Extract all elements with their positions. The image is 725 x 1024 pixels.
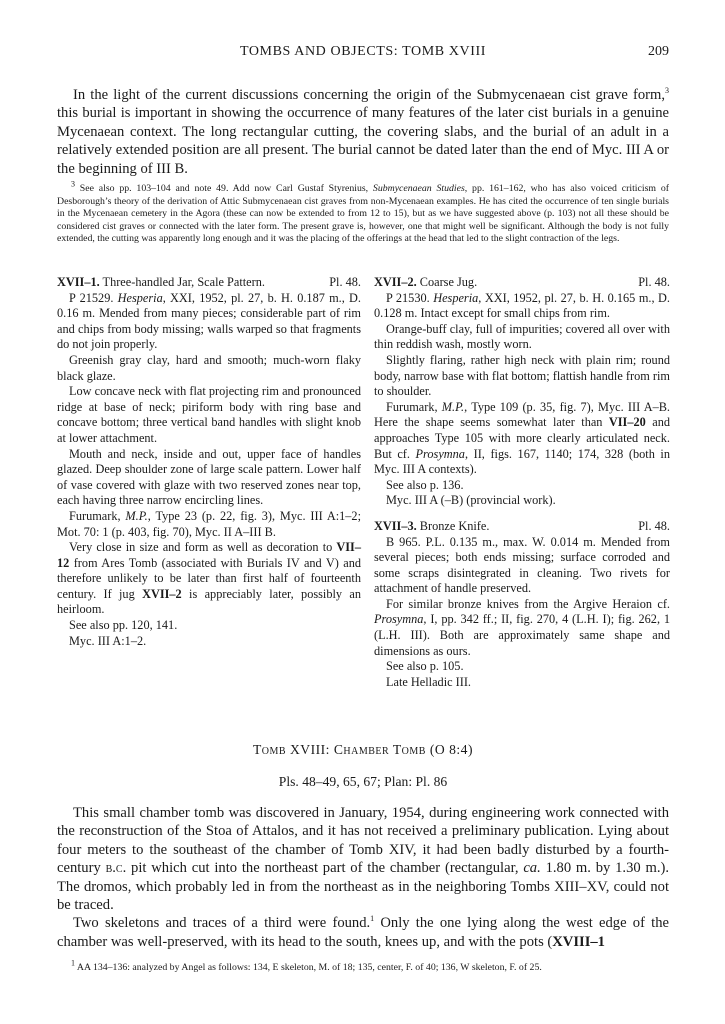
page-number: 209 <box>648 44 669 59</box>
footnote-1-text: AA 134–136: analyzed by Angel as follows: 134, E skeleton, M. of 18; 135, center, F. of 40; 136, W skeleton, F. of 25. <box>75 962 542 973</box>
entry-date: Myc. III A (–B) (provincial work). <box>386 493 556 508</box>
cross-ref-vii-12: VII–12 <box>57 540 361 570</box>
cross-ref-xvii-2: XVII–2 <box>142 586 182 601</box>
ref-details: , Type 23 (p. 22, fig. 3), Myc. III A:1–2; Mot. 70: 1 (p. 403, fig. 70), Myc. II A–III B. <box>57 508 361 539</box>
running-title: TOMBS AND OBJECTS: TOMB XVIII <box>239 44 487 59</box>
footnote-3-marker: 3 <box>71 179 75 189</box>
footnote-1-marker: 1 <box>71 958 75 968</box>
journal-title: Hesperia <box>117 290 163 305</box>
ref-details-2: and approaches Type 105 with more clearly articulated neck. But cf. <box>374 415 670 461</box>
tomb-text-a: This small chamber tomb was discovered in January, 1954, during engineering work connected with the reconstruction of the Stoa of Attalos, and it has not received a preliminary publication. Lying about four meters to the southeast of the chamber of Tomb XIV, it had been badly disturbed by a fourth-century <box>57 805 669 877</box>
entry-decoration: Mouth and neck, inside and out, upper face of handles glazed. Deep shoulder zone of large scale pattern. Lower half of vase covered with glaze with two reserved zones near top, each having three narrow encircling lines. <box>57 446 361 508</box>
era-abbrev: b.c. <box>105 860 127 877</box>
footnote-1 <box>57 958 669 974</box>
entry-see-also: See also pp. 120, 141. <box>69 618 178 633</box>
footnote-3-title: Submycenaean Studies <box>372 183 465 194</box>
catalog-number: P 21530. <box>386 290 434 305</box>
ref-details: , Type 109 (p. 35, fig. 7), Myc. III A–B. Here the shape seems somewhat later than <box>374 399 671 430</box>
ref-details-3: , II, figs. 167, 1140; 174, 328 (both in Myc. III A contexts). <box>374 446 670 477</box>
entry-title: Bronze Knife. <box>416 518 490 533</box>
intro-text-1: In the light of the current discussions concerning the origin of the Submycenaean cist grave form, <box>73 87 665 103</box>
circa-abbrev: ca. <box>523 860 541 877</box>
tomb-text-d: Two skeletons and traces of a third were found. <box>73 915 371 932</box>
intro-paragraph <box>57 86 669 178</box>
entry-id: XVII–3. <box>374 518 417 533</box>
catalog-column-left <box>57 275 361 649</box>
entry-see-also: See also p. 105. <box>386 659 464 674</box>
comparison-text-b: from Ares Tomb (associated with Burials IV and V) and therefore unlikely to be later than first half of fourteenth century. If jug <box>57 555 361 601</box>
tomb-text-e: Only the one lying along the west edge of the chamber was well-preserved, with its head to the south, knees up, and with the pots ( <box>57 915 670 950</box>
entry-xvii-1-heading <box>57 275 361 291</box>
entry-xvii-2-heading <box>374 275 670 291</box>
entry-clay: Greenish gray clay, hard and smooth; much-worn flaky black glaze. <box>57 352 361 383</box>
ref-title-prosymna: Prosymna <box>374 612 424 627</box>
entry-shape: Low concave neck with flat projecting rim and pronounced ridge at base of neck; piriform body with ring base and concave bottom; three vertical band handles with slight knob at lower attachment. <box>57 384 361 445</box>
footnote-3-text-b: , pp. 161–162, who has also voiced criticism of Desborough’s theory of the derivation of Attic Submycenaean cist graves from non-Mycenaean examples. He has cited the occurrence of ten single burials in the Mycenaean cemetery in the Agora (these can now be extended to from 12 to 15), but as we have suggested above (p. 103) not all these should be considered cist graves or connected with the later form. The present grave is, however, one that might well be significant. Although the body is not fully extended, the cutting was apparently long enough and it was the placing of the offerings at the head that led to the slight contraction of the legs. <box>57 183 669 245</box>
ref-title: M.P. <box>441 399 465 414</box>
similar-text-b: , I, pp. 342 ff.; II, fig. 270, 4 (L.H. I); fig. 262, 1 (L.H. III). Both are approximately same shape and dimensions as ours. <box>374 612 670 658</box>
tomb-text-c: 1.80 m. by 1.30 m.). The dromos, which probably led in from the northeast as in the neighboring Tombs XIII–XV, could not be traced. <box>57 860 669 914</box>
footnote-ref-3[interactable]: 3 <box>665 86 669 96</box>
entry-title: Coarse Jug. <box>416 275 478 289</box>
entry-catalog <box>57 291 361 353</box>
ref-author: Furumark, <box>69 508 126 523</box>
intro-text-2: this burial is important in showing the occurrence of many features of the later cist burials in a genuine Mycenaean context. The long rectangular cutting, the covering slabs, and the burial of an adult in a relatively extended position are all present. The burial cannot be dated later than the end of Myc. III A or the beginning of III B. <box>57 105 669 177</box>
section-plates: Pls. 48–49, 65, 67; Plan: Pl. 86 <box>278 774 448 789</box>
tomb-description <box>57 804 669 951</box>
entry-id: XVII–1. <box>57 275 100 289</box>
comparison-text-c: is appreciably later, possibly an heirloom. <box>57 586 361 617</box>
plate-ref: Pl. 48. <box>329 275 361 289</box>
entry-title: Three-handled Jar, Scale Pattern. <box>99 275 265 289</box>
entry-furumark <box>57 509 361 540</box>
entry-id: XVII–2. <box>374 275 417 289</box>
entry-comparison <box>57 540 361 618</box>
comparison-text-a: Very close in size and form as well as decoration to <box>69 540 337 555</box>
entry-date: Late Helladic III. <box>386 674 472 689</box>
entry-similar <box>374 597 670 659</box>
plate-ref: Pl. 48. <box>638 275 670 289</box>
tomb-paragraph-1 <box>57 804 669 914</box>
cross-ref-vii-20: VII–20 <box>608 415 646 430</box>
entry-catalog: B 965. P.L. 0.135 m., max. W. 0.014 m. Mended from several pieces; both ends missing; surface corroded and some scraps disintegrated in cleaning. Two rivets for attachment of handle preserved. <box>374 534 670 596</box>
journal-title: Hesperia <box>433 290 479 305</box>
tomb-text-b: pit which cut into the northeast part of the chamber (rectangular, <box>126 860 524 877</box>
entry-furumark <box>374 400 670 478</box>
entry-date: Myc. III A:1–2. <box>69 633 147 648</box>
entry-clay: Orange-buff clay, full of impurities; covered all over with thin reddish wash, mostly worn. <box>374 321 670 352</box>
running-header <box>57 44 669 64</box>
entry-see-also: See also p. 136. <box>386 477 464 492</box>
section-heading: Tomb XVIII: Chamber Tomb (O 8:4) <box>252 742 473 757</box>
ref-author: Furumark, <box>386 399 442 414</box>
ref-title: M.P. <box>125 508 148 523</box>
entry-shape: Slightly flaring, rather high neck with plain rim; round body, narrow base with flat bottom; flattish handle from rim to shoulder. <box>374 352 670 399</box>
entry-xvii-3-heading <box>374 519 670 535</box>
cross-ref-xviii-1: XVIII–1 <box>552 933 605 950</box>
similar-text-a: For similar bronze knives from the Argive Heraion cf. <box>386 596 670 611</box>
catalog-number: P 21529. <box>69 290 118 305</box>
footnote-3 <box>57 179 669 246</box>
plate-ref: Pl. 48. <box>638 518 670 533</box>
footnote-3-text-a: See also pp. 103–104 and note 49. Add now Carl Gustaf Styrenius, <box>75 183 373 194</box>
catalog-description: , XXI, 1952, pl. 27, b. H. 0.187 m., D. 0.16 m. Mended from many pieces; considerable part of rim and chips from body missing; walls warped so that fragments do not join properly. <box>57 290 361 352</box>
footnote-ref-1[interactable]: 1 <box>370 914 375 924</box>
ref-title-prosymna: Prosymna <box>415 446 465 461</box>
catalog-column-right <box>374 275 670 690</box>
tomb-paragraph-2 <box>57 914 669 951</box>
catalog-description: , XXI, 1952, pl. 27, b. H. 0.165 m., D. 0.128 m. Intact except for small chips from rim. <box>374 290 670 321</box>
entry-catalog <box>374 291 670 322</box>
